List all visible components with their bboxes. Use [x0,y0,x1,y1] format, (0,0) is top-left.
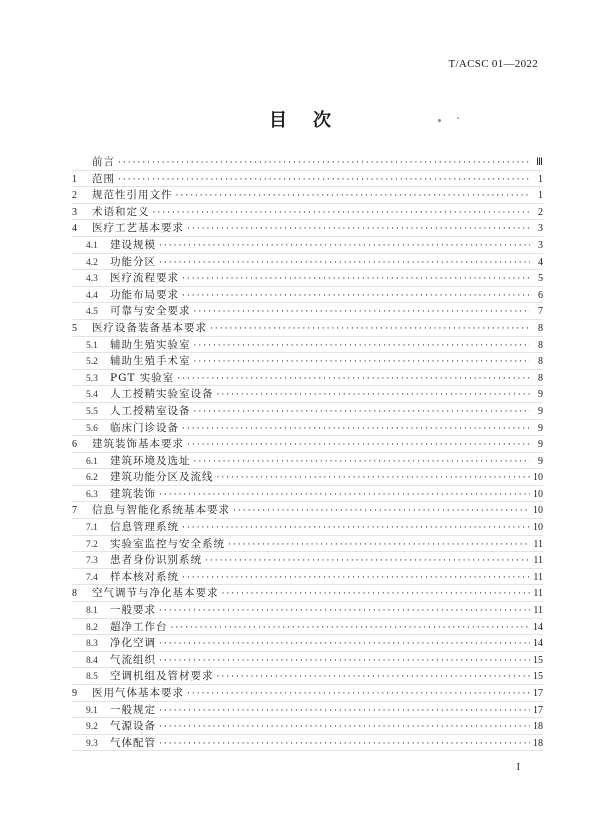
toc-entry-page: 6 [538,289,543,301]
toc-entry-title: 气源设备 [110,720,156,733]
toc-section-entry[interactable] [72,685,543,702]
toc-entry-number: 5.2 [86,357,98,368]
toc-leader-dots [182,291,530,301]
toc-leader-dots [159,490,530,500]
toc-entry-title: 功能分区 [110,255,156,268]
toc-entry-page: 8 [538,372,543,384]
toc-section-entry[interactable] [72,220,543,237]
toc-leader-dots [194,407,531,417]
toc-entry-number: 7.4 [86,572,98,583]
toc-subsection-entry[interactable] [72,469,543,486]
toc-leader-dots [217,473,531,483]
toc-entry-page: 10 [533,522,543,534]
toc-leader-dots [159,722,530,732]
toc-entry-title: 建筑装饰基本要求 [92,438,184,451]
toc-entry-number: 8.5 [86,672,98,683]
toc-entry-number: 6.2 [86,473,98,484]
toc-leader-dots [176,191,531,201]
toc-leader-dots [171,623,531,633]
toc-entry-page: Ⅲ [536,157,543,168]
toc-subsection-entry[interactable] [72,287,543,304]
toc-leader-dots [118,175,530,185]
scan-speck [457,117,459,119]
toc-subsection-entry[interactable] [72,337,543,354]
toc-entry-title: PGT 实验室 [110,371,175,384]
toc-entry-number: 9 [72,688,77,699]
toc-subsection-entry[interactable] [72,635,543,652]
toc-section-entry[interactable] [72,436,543,453]
toc-entry-number: 7.2 [86,539,98,550]
toc-subsection-entry[interactable] [72,370,543,387]
toc-entry-title: 医疗工艺基本要求 [92,222,184,235]
toc-entry-number: 4.5 [86,307,98,318]
toc-subsection-entry[interactable] [72,254,543,271]
toc-entry-title: 建设规模 [110,238,156,251]
toc-section-entry[interactable] [72,154,543,171]
toc-entry-page: 14 [533,638,543,650]
toc-entry-number: 5.1 [86,340,98,351]
toc-leader-dots [228,540,530,550]
scan-speck [438,119,441,122]
toc-leader-dots [233,506,530,516]
toc-leader-dots [153,208,531,218]
toc-subsection-entry[interactable] [72,619,543,636]
toc-entry-page: 15 [533,671,543,683]
toc-leader-dots [194,307,531,317]
toc-entry-number: 6.3 [86,489,98,500]
toc-section-entry[interactable] [72,320,543,337]
toc-entry-number: 5 [72,322,77,334]
toc-entry-title: 人工授精室设备 [110,404,191,417]
toc-entry-title: 功能布局要求 [110,288,179,301]
toc-entry-title: 前言 [92,156,115,168]
toc-subsection-entry[interactable] [72,652,543,669]
toc-entry-page: 10 [533,488,543,500]
toc-subsection-entry[interactable] [72,718,543,735]
toc-subsection-entry[interactable] [72,386,543,403]
toc-subsection-entry[interactable] [72,237,543,254]
toc-entry-number: 1 [72,173,77,185]
toc-leader-dots [182,274,530,284]
toc-entry-number: 7.1 [86,523,98,534]
toc-entry-page: 1 [538,190,543,202]
toc-leader-dots [159,241,530,251]
toc-entry-page: 3 [538,223,543,235]
toc-leader-dots [182,424,530,434]
toc-entry-page: 18 [533,721,543,733]
toc-entry-page: 3 [538,239,543,251]
toc-entry-page: 9 [538,405,543,417]
toc-leader-dots [159,258,530,268]
toc-entry-title: 医用气体基本要求 [92,687,184,699]
toc-entry-number: 8.1 [86,606,98,617]
toc-entry-number: 2 [72,190,77,202]
toc-subsection-entry[interactable] [72,420,543,437]
toc-leader-dots [194,357,531,367]
toc-entry-title: 建筑环境及选址 [110,454,191,467]
toc-leader-dots [217,672,531,682]
toc-section-entry[interactable] [72,187,543,204]
toc-leader-dots [194,457,531,467]
toc-entry-page: 10 [533,472,543,484]
toc-entry-page: 5 [538,273,543,285]
toc-entry-number: 9.3 [86,738,98,749]
toc-entry-page: 15 [533,654,543,666]
toc-entry-title: 可靠与安全要求 [110,305,191,318]
toc-leader-dots [159,639,530,649]
toc-subsection-entry[interactable] [72,453,543,470]
toc-leader-dots [205,556,530,566]
toc-entry-number: 5.5 [86,406,98,417]
toc-entry-page: 7 [538,306,543,318]
toc-leader-dots [187,440,530,450]
toc-leader-dots [159,606,530,616]
toc-entry-title: 气体配管 [110,736,156,749]
toc-leader-dots [159,656,530,666]
toc-subsection-entry[interactable] [72,552,543,569]
page-number: I [516,762,520,773]
toc-entry-page: 8 [538,356,543,368]
toc-entry-title: 气流组织 [110,653,156,666]
table-of-contents [72,154,543,751]
toc-entry-page: 11 [533,588,543,600]
toc-entry-page: 8 [538,339,543,351]
toc-leader-dots [182,573,530,583]
toc-entry-number: 8.4 [86,655,98,666]
toc-entry-title: 辅助生殖实验室 [110,338,191,351]
toc-section-entry[interactable] [72,204,543,221]
toc-entry-number: 4 [72,223,77,235]
toc-entry-page: 9 [538,439,543,451]
toc-entry-title: 医疗流程要求 [110,272,179,285]
toc-leader-dots [194,341,531,351]
toc-entry-title: 空调机组及管材要求 [110,670,214,683]
toc-subsection-entry[interactable] [72,486,543,503]
toc-entry-number: 4.2 [86,257,98,268]
toc-entry-number: 7.3 [86,556,98,567]
toc-entry-page: 11 [533,571,543,583]
toc-entry-title: 实验室监控与安全系统 [110,537,225,550]
toc-entry-title: 信息与智能化系统基本要求 [92,504,230,517]
toc-entry-title: 净化空调 [110,637,156,650]
toc-entry-title: 信息管理系统 [110,521,179,534]
toc-leader-dots [159,706,530,716]
toc-leader-dots [177,374,530,384]
toc-entry-title: 临床门诊设备 [110,421,179,434]
toc-entry-number: 3 [72,206,77,218]
toc-entry-title: 样本核对系统 [110,570,179,583]
toc-entry-title: 超净工作台 [110,620,168,633]
toc-subsection-entry[interactable] [72,602,543,619]
page-title: 目次 [269,110,357,131]
toc-subsection-entry[interactable] [72,270,543,287]
toc-entry-title: 一般规定 [110,703,156,716]
document-code: T/ACSC 01—2022 [448,58,538,70]
toc-entry-title: 建筑装饰 [110,487,156,500]
toc-subsection-entry[interactable] [72,536,543,553]
toc-entry-page: 11 [533,605,543,617]
toc-entry-title: 医疗设备装备基本要求 [92,321,207,334]
toc-entry-page: 9 [538,455,543,467]
toc-entry-number: 7 [72,505,77,517]
toc-subsection-entry[interactable] [72,353,543,370]
toc-entry-page: 17 [533,688,543,699]
toc-entry-page: 18 [533,737,543,749]
toc-entry-page: 9 [538,422,543,434]
toc-entry-title: 范围 [92,172,115,185]
toc-entry-number: 4.4 [86,290,98,301]
toc-entry-title: 患者身份识别系统 [110,554,202,567]
toc-subsection-entry[interactable] [72,303,543,320]
toc-entry-page: 4 [538,256,543,268]
toc-subsection-entry[interactable] [72,668,543,685]
toc-subsection-entry[interactable] [72,569,543,586]
toc-entry-number: 5.3 [86,373,98,384]
toc-entry-number: 8.3 [86,639,98,650]
toc-entry-title: 建筑功能分区及流线 [110,471,214,484]
toc-section-entry[interactable] [72,502,543,519]
toc-entry-page: 8 [538,322,543,334]
toc-entry-number: 6.1 [86,456,98,467]
toc-entry-number: 8.2 [86,622,98,633]
toc-entry-number: 6 [72,439,77,451]
toc-subsection-entry[interactable] [72,403,543,420]
toc-entry-title: 一般要求 [110,604,156,617]
toc-leader-dots [159,739,530,749]
toc-subsection-entry[interactable] [72,702,543,719]
toc-entry-page: 2 [538,206,543,218]
toc-section-entry[interactable] [72,585,543,602]
toc-entry-title: 辅助生殖手术室 [110,355,191,368]
toc-entry-number: 5.6 [86,423,98,434]
toc-entry-title: 空气调节与净化基本要求 [92,587,219,600]
toc-entry-number: 4.1 [86,240,98,251]
toc-leader-dots [217,390,531,400]
toc-entry-page: 10 [533,505,543,517]
toc-entry-number: 5.4 [86,390,98,401]
toc-entry-title: 人工授精实验室设备 [110,388,214,401]
toc-entry-number: 9.1 [86,705,98,716]
toc-leader-dots [187,224,530,234]
toc-entry-page: 11 [533,538,543,550]
toc-leader-dots [187,689,530,699]
toc-entry-title: 规范性引用文件 [92,189,173,202]
toc-entry-number: 9.2 [86,722,98,733]
toc-leader-dots [210,324,530,334]
toc-section-entry[interactable] [72,171,543,188]
toc-entry-page: 1 [538,173,543,185]
toc-entry-number: 8 [72,588,77,600]
toc-subsection-entry[interactable] [72,735,543,752]
toc-leader-dots [182,523,530,533]
toc-entry-page: 14 [533,621,543,633]
toc-leader-dots [222,589,531,599]
toc-entry-page: 17 [533,704,543,716]
toc-entry-page: 11 [533,555,543,567]
toc-leader-dots [118,158,530,168]
toc-subsection-entry[interactable] [72,519,543,536]
toc-entry-number: 4.3 [86,274,98,285]
toc-entry-page: 9 [538,389,543,401]
toc-entry-title: 术语和定义 [92,205,150,218]
